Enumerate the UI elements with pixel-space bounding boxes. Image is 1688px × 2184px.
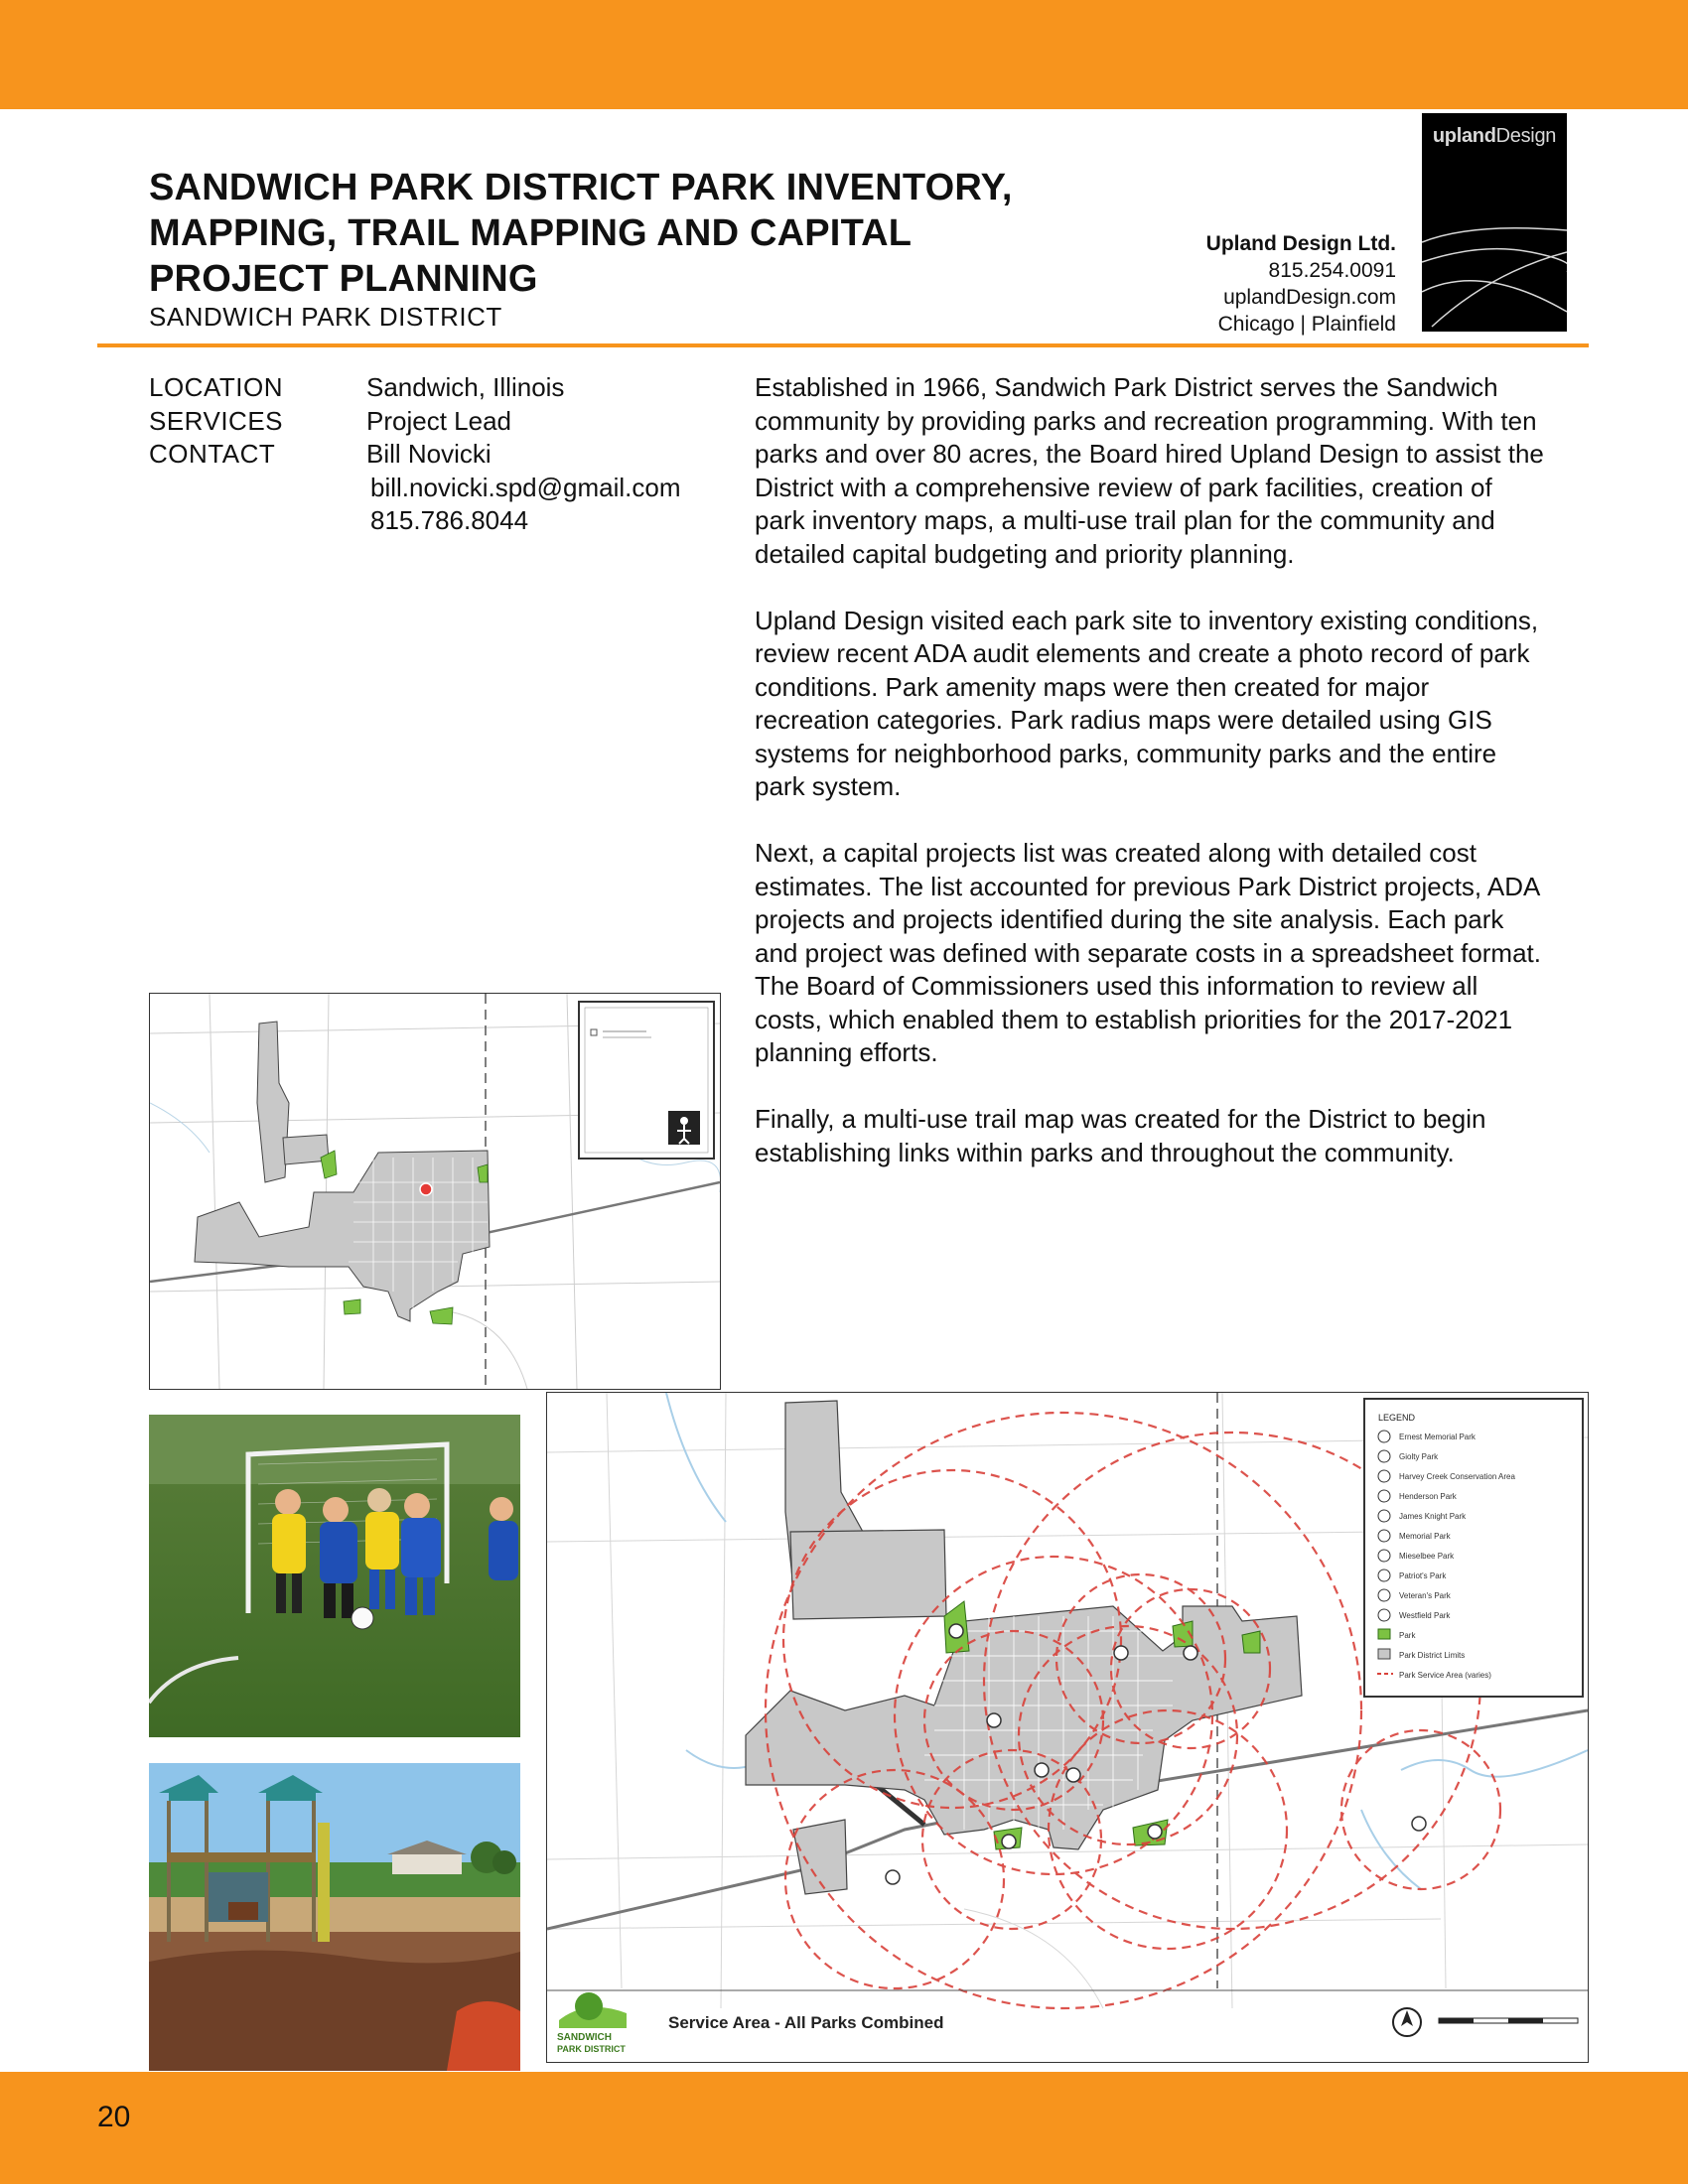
firm-contact-block xyxy=(1206,230,1396,338)
contact-email: bill.novicki.spd@gmail.com xyxy=(370,472,681,502)
paragraph-1: Established in 1966, Sandwich Park District serves the Sandwich community by providing parks and recreation programming. With ten parks and over 80 acres, the Board hired Upland Design to assist the District with a comprehensive review of park facilities, creation of park inventory maps, a multi-use trail plan for the community and detailed capital budgeting and priority planning. xyxy=(755,372,1544,569)
soccer-photo-graphic xyxy=(149,1415,520,1737)
info-row-location xyxy=(149,371,681,405)
project-info xyxy=(149,371,681,538)
map-caption: Service Area - All Parks Combined xyxy=(668,2013,944,2032)
logo-wordmark: uplandDesign xyxy=(1432,125,1557,147)
service-area-map-graphic xyxy=(547,1393,1588,2062)
soccer-kids-photo xyxy=(149,1415,520,1737)
legend-item: Memorial Park xyxy=(1399,1532,1451,1541)
legend-item: Westfield Park xyxy=(1399,1611,1451,1620)
header-divider xyxy=(97,343,1589,347)
paragraph-2: Upland Design visited each park site to inventory existing conditions, review recent ADA audit elements and create a photo record of park conditions. Park amenity maps were then created for major recreation categories. Park radius maps were detailed using GIS systems for neighborhood parks, community parks and the entire park system. xyxy=(755,605,1539,801)
title-line-2: MAPPING, TRAIL MAPPING AND CAPITAL xyxy=(149,212,913,254)
district-logo xyxy=(557,1992,627,2054)
legend-item: Veteran's Park xyxy=(1399,1591,1451,1600)
firm-locations: Chicago | Plainfield xyxy=(1217,313,1396,336)
info-row-services xyxy=(149,405,681,439)
district-name-line2: PARK DISTRICT xyxy=(557,2044,626,2054)
legend-item: Park Service Area (varies) xyxy=(1399,1671,1491,1680)
title-line-3: PROJECT PLANNING xyxy=(149,258,538,300)
playground-photo xyxy=(149,1763,520,2071)
paragraph-4: Finally, a multi-use trail map was created for the District to begin establishing links within parks and throughout the community. xyxy=(755,1104,1486,1167)
park-inventory-map xyxy=(149,993,721,1390)
info-row-contact xyxy=(149,438,681,472)
service-area-map xyxy=(546,1392,1589,2063)
legend-item: Henderson Park xyxy=(1399,1492,1457,1501)
location-label: LOCATION xyxy=(149,372,283,402)
legend-item: Mieselbee Park xyxy=(1399,1552,1455,1561)
page-subtitle: SANDWICH PARK DISTRICT xyxy=(149,302,502,332)
page-number: 20 xyxy=(97,2101,131,2133)
logo-hills-icon xyxy=(1422,203,1567,332)
legend-item: Park District Limits xyxy=(1399,1651,1466,1660)
services-value: Project Lead xyxy=(366,405,511,436)
contact-label: CONTACT xyxy=(149,439,276,469)
inventory-map-graphic xyxy=(150,994,720,1389)
legend-item: Ernest Memorial Park xyxy=(1399,1433,1476,1441)
legend-item: James Knight Park xyxy=(1399,1512,1467,1521)
contact-phone: 815.786.8044 xyxy=(370,505,529,535)
paragraph-3: Next, a capital projects list was created along with detailed cost estimates. The list accounted for previous Park District projects, ADA projects and projects identified during the site analysis. Each park and project was defined with separate costs in a spreadsheet format. The Board of Commissioners used this information to review all costs, which enabled them to establish priorities for the 2017-2021 planning efforts. xyxy=(755,838,1541,1067)
legend-item: Park xyxy=(1399,1631,1416,1640)
scale-bar xyxy=(1439,2018,1578,2023)
contact-name: Bill Novicki xyxy=(366,439,492,469)
legend-item: Patriot's Park xyxy=(1399,1571,1447,1580)
location-value: Sandwich, Illinois xyxy=(366,372,565,402)
footer-band xyxy=(0,2072,1688,2184)
district-name-line1: SANDWICH xyxy=(557,2032,612,2043)
upland-design-logo xyxy=(1422,113,1567,332)
header-band xyxy=(0,0,1688,109)
title-line-1: SANDWICH PARK DISTRICT PARK INVENTORY, xyxy=(149,167,1013,208)
project-description xyxy=(755,371,1549,1203)
legend-item: Giolty Park xyxy=(1399,1452,1439,1461)
north-arrow-icon xyxy=(1393,2008,1421,2036)
firm-phone: 815.254.0091 xyxy=(1268,259,1396,282)
legend-item: Harvey Creek Conservation Area xyxy=(1399,1472,1515,1481)
playground-photo-graphic xyxy=(149,1763,520,2071)
services-label: SERVICES xyxy=(149,405,284,436)
firm-name: Upland Design Ltd. xyxy=(1205,232,1396,255)
legend-title: LEGEND xyxy=(1378,1413,1416,1423)
firm-website: uplandDesign.com xyxy=(1223,286,1396,309)
page-title xyxy=(149,165,1072,302)
